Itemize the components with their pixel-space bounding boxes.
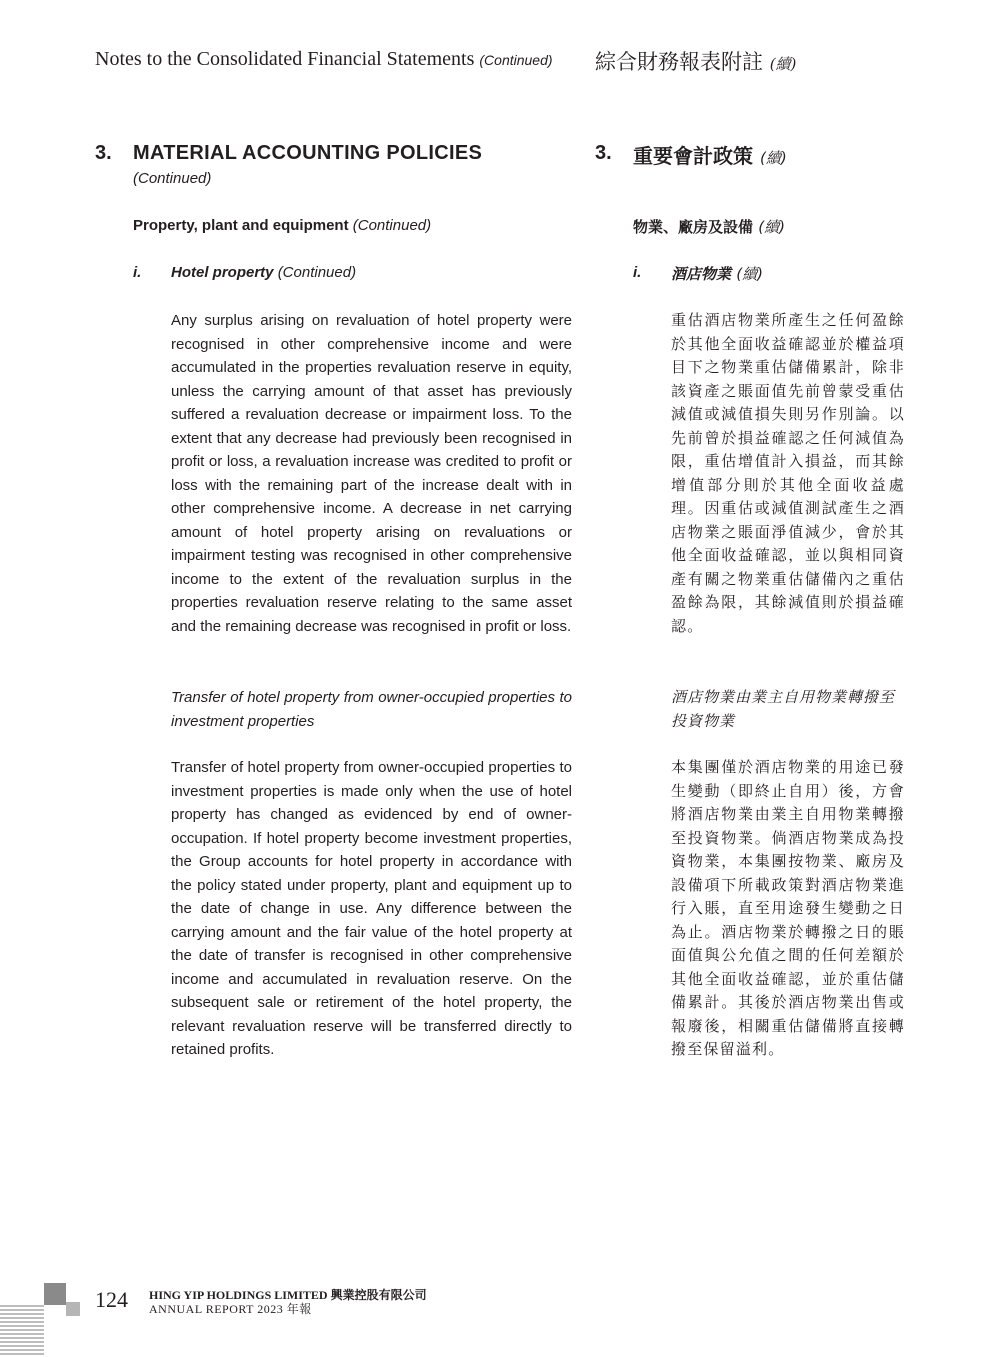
- subsection-continued-en: (Continued): [352, 217, 432, 234]
- item-index-en: i.: [133, 264, 142, 281]
- header-continued-zh: (續): [769, 55, 797, 73]
- header-continued-en: (Continued): [479, 52, 553, 68]
- paragraph-transfer-en: Transfer of hotel property from owner-occupied properties to investment properties is made only when the use of hotel property has changed as evidenced by end of owner-occupation. If hotel property become investment properties, the Group accounts for hotel property in accordance with the policy stated under property, plant and equipment up to the date of change in use. Any difference between the carrying amount and the fair value of the hotel property at the date of transfer is recognised in other comprehensive income and accumulated in revaluation reserve. On the subsequent sale or retirement of the hotel property, the relevant revaluation reserve will be transferred directly to retained profits.: [171, 759, 572, 1058]
- section-number-en: 3.: [95, 142, 112, 164]
- section-title-zh-text: 重要會計政策: [633, 144, 753, 168]
- item-continued-en: (Continued): [277, 264, 357, 281]
- footer-company-name: HING YIP HOLDINGS LIMITED 興業控股有限公司: [149, 1288, 427, 1302]
- subsection-continued-zh: (續): [758, 218, 785, 236]
- item-title-en-text: Hotel property: [171, 264, 274, 281]
- paragraph-revaluation-en: Any surplus arising on revaluation of hotel property were recognised in other comprehensive income and were accumulated in the properties revaluation reserve in equity, unless the carrying amount of that asset has previously suffered a revaluation decrease or impairment loss. To the extent that any decrease had previously been recognised in profit or loss, a revaluation increase was credited to profit or loss with the remaining part of the increase dealt with in other comprehensive income. A decrease in net carrying amount of hotel property arising on revaluations or impairment testing was recognised in other comprehensive income to the extent of the revaluation surplus in the properties revaluation reserve relating to the same asset and the remaining decrease was recognised in profit or loss.: [171, 312, 572, 635]
- item-title-zh: [671, 263, 763, 284]
- heading-transfer-zh: 酒店物業由業主自用物業轉撥至投資物業: [671, 688, 896, 730]
- section-title-en: MATERIAL ACCOUNTING POLICIES: [133, 142, 483, 164]
- item-title-zh-text: 酒店物業: [671, 265, 732, 283]
- footer-square-light-decoration: [66, 1302, 80, 1316]
- section-number-zh: 3.: [595, 142, 612, 164]
- subsection-title-en: [133, 217, 431, 234]
- section-continued-zh: (續): [759, 149, 787, 167]
- subsection-title-zh: [633, 216, 785, 237]
- subsection-title-zh-text: 物業、廠房及設備: [633, 218, 754, 236]
- paragraph-transfer-zh: 本集團僅於酒店物業的用途已發生變動（即終止自用）後，方會將酒店物業由業主自用物業轉撥至投資物業。倘酒店物業成為投資物業，本集團按物業、廠房及設備項下所載政策對酒店物業進行入賬，直至用途發生變動之日為止。酒店物業於轉撥之日的賬面值與公允值之間的任何差額於其他全面收益確認，並於重估儲備累計。其後於酒店物業出售或報廢後，相關重估儲備將直接轉撥至保留溢利。: [671, 758, 905, 1058]
- section-continued-en: (Continued): [133, 170, 212, 187]
- header-title-en: Notes to the Consolidated Financial Statements: [95, 48, 475, 70]
- header-title-zh: 綜合財務報表附註: [595, 50, 763, 74]
- paragraph-revaluation-zh: 重估酒店物業所產生之任何盈餘於其他全面收益確認並於權益項目下之物業重估儲備累計，除非該資產之賬面值先前曾蒙受重估減值或減值損失則另作別論。以先前曾於損益確認之任何減值為限，重估增值計入損益，而其餘增值部分則於其他全面收益處理。因重估或減值測試產生之酒店物業之賬面淨值減少，會於其他全面收益確認，並以與相同資產有關之物業重估儲備內之重估盈餘為限，其餘減值則於損益確認。: [671, 311, 905, 635]
- running-header-zh: [595, 46, 796, 76]
- footer-report-title: ANNUAL REPORT 2023 年報: [149, 1302, 312, 1316]
- item-index-zh: i.: [633, 264, 642, 281]
- section-title-zh: [633, 140, 787, 169]
- subsection-title-en-text: Property, plant and equipment: [133, 217, 349, 234]
- footer-stripes-decoration: [0, 1305, 44, 1355]
- item-title-en: [171, 264, 356, 281]
- running-header-en: [95, 48, 553, 71]
- page-number: 124: [95, 1287, 128, 1312]
- heading-transfer-en: Transfer of hotel property from owner-occupied properties to investment properties: [171, 689, 572, 730]
- item-continued-zh: (續): [736, 265, 763, 283]
- footer-square-dark-decoration: [44, 1283, 66, 1305]
